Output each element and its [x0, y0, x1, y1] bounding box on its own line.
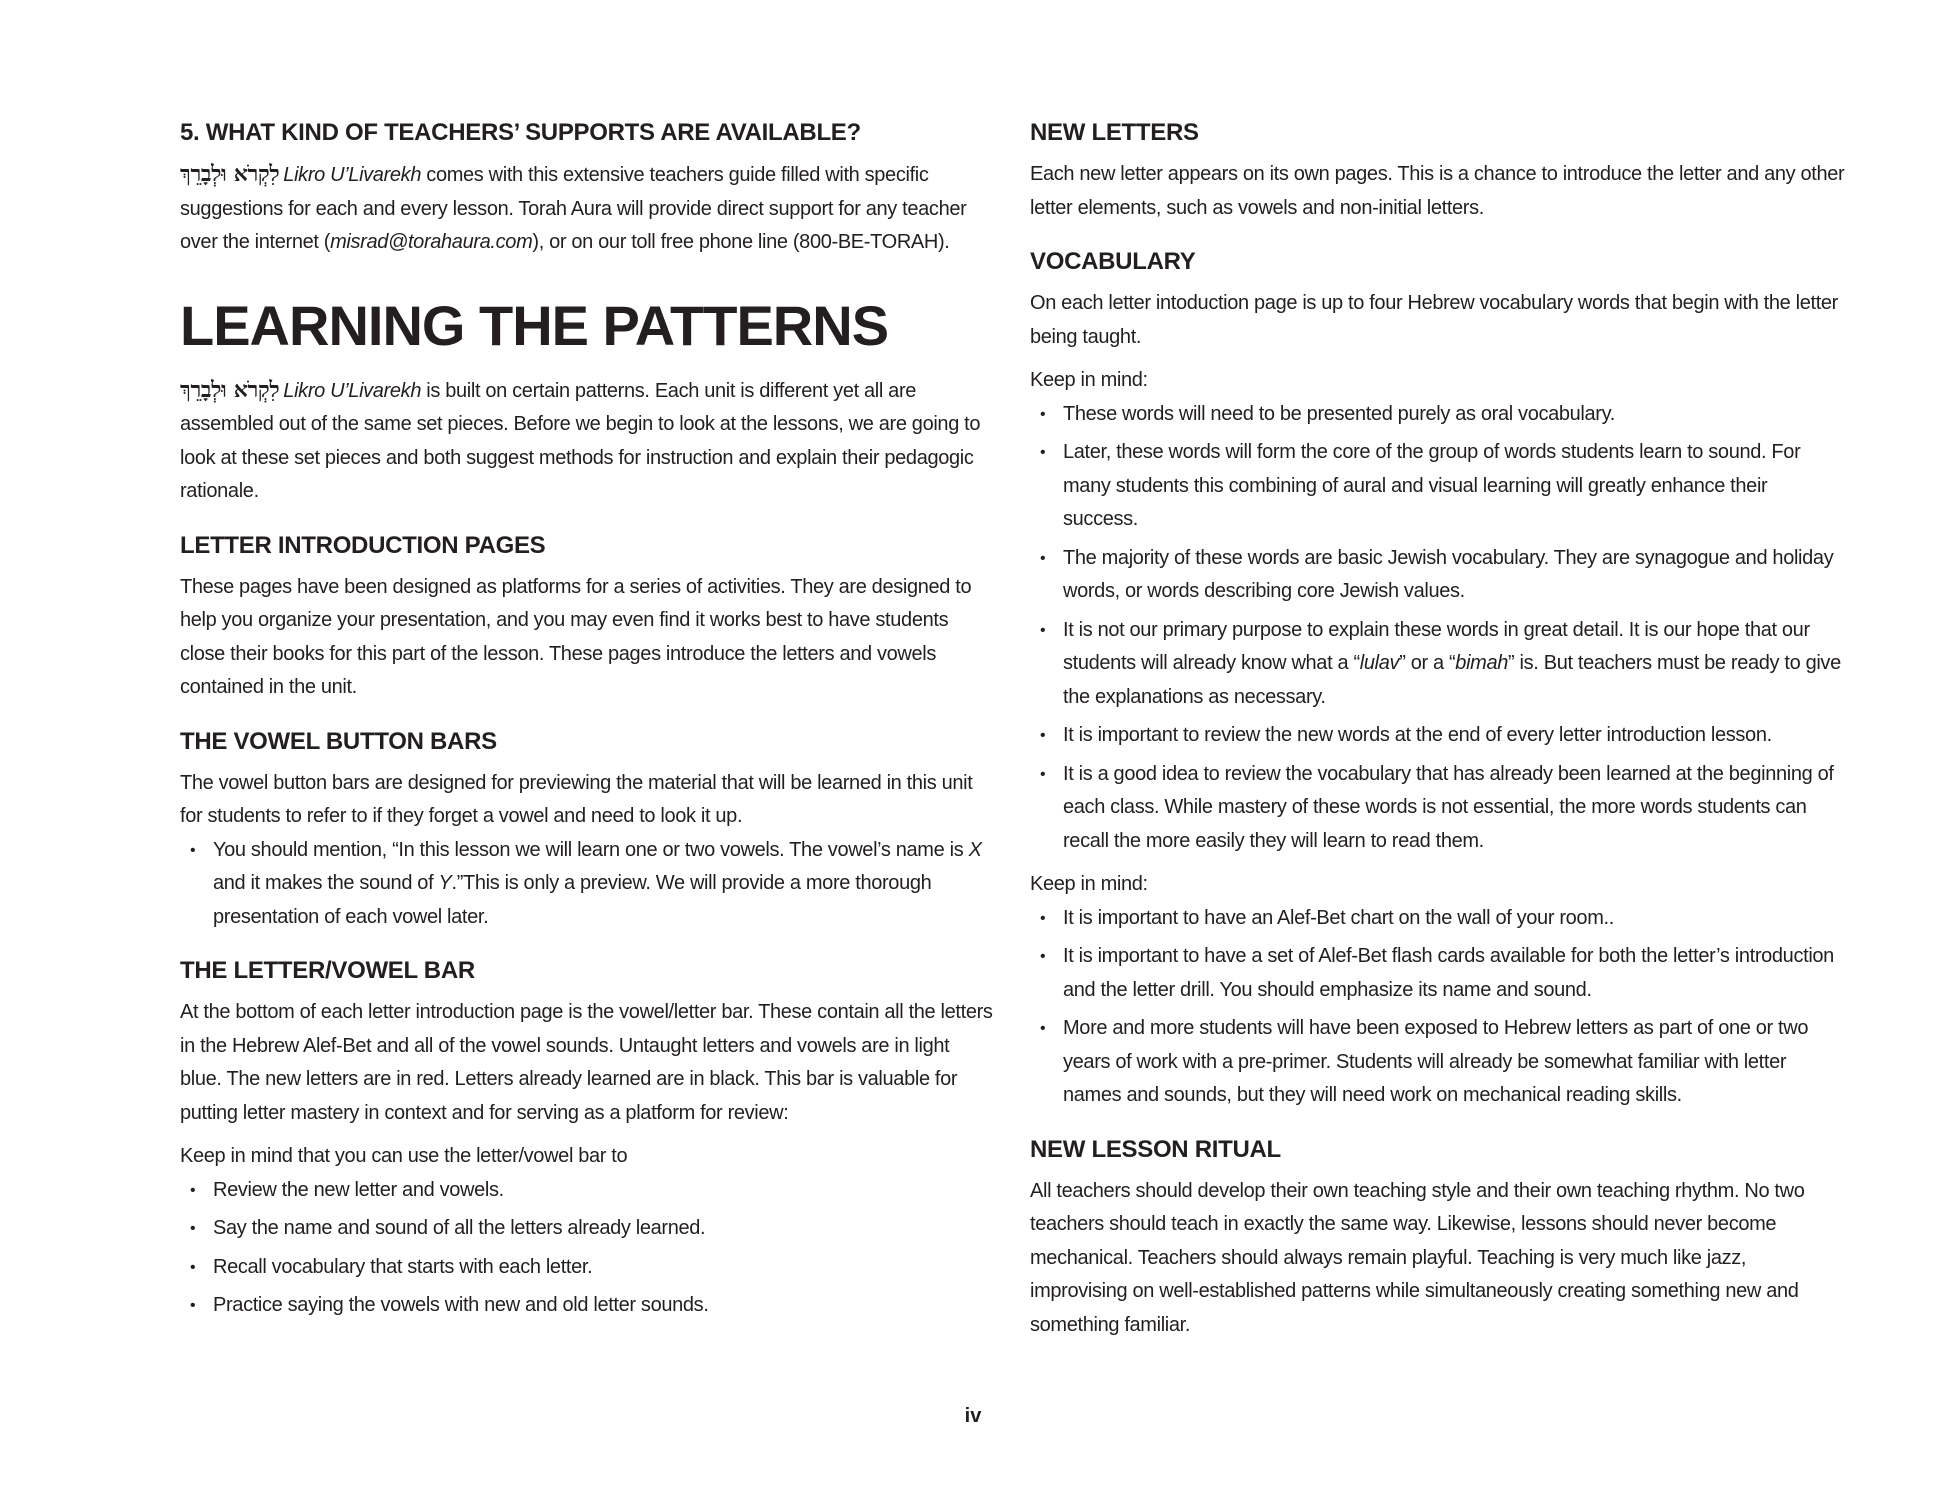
list-item: • You should mention, “In this lesson we will learn one or two vowels. The vowel’s name is X and it makes the sound of Y.”This is only a preview. We will provide a more thorough presentation of each vowel later. [180, 834, 995, 935]
bullet-icon: • [1040, 1020, 1046, 1037]
supports-paragraph [180, 158, 995, 260]
bullet-icon: • [190, 1297, 196, 1314]
list-item: • Recall vocabulary that starts with each letter. [180, 1251, 995, 1285]
letter-intro-heading: LETTER INTRODUCTION PAGES [180, 531, 546, 559]
bullet-icon: • [190, 1220, 196, 1237]
keep-in-mind: Keep in mind that you can use the letter/vowel bar to [180, 1145, 628, 1167]
supports-heading: 5. WHAT KIND OF TEACHERS’ SUPPORTS ARE AVAILABLE? [180, 119, 861, 146]
vowel-bars-paragraph: The vowel button bars are designed for previewing the material that will be learned in this unit for students to refer to if they forget a vowel and need to look it up. [180, 771, 973, 827]
bullet-icon: • [1040, 727, 1046, 744]
list-item: • It is important to have an Alef-Bet chart on the wall of your room.. [1030, 902, 1845, 936]
list-item: • Practice saying the vowels with new and old letter sounds. [180, 1289, 995, 1323]
bullet-icon: • [1040, 549, 1046, 567]
ritual-paragraph: All teachers should develop their own teaching style and their own teaching rhythm. No two teachers should teach in exactly the same way. Likewise, lessons should never become mechanical. Teachers should always remain playful. Teaching is very much like jazz, improvising on well-established patterns while simultaneously creating something new and something familiar. [1030, 1179, 1805, 1336]
vocabulary-paragraph: On each letter intoduction page is up to four Hebrew vocabulary words that begin with the letter being taught. [1030, 292, 1838, 348]
bullet-icon: • [1040, 444, 1046, 461]
title-italic: Likro U’Livarekh [283, 164, 422, 186]
letter-intro-paragraph: These pages have been designed as platforms for a series of activities. They are designed to help you organize your presentation, and you may even find it works best to have students close their books for this part of the lesson. These pages introduce the letters and vowels contained in the unit. [180, 575, 972, 698]
right-column [1030, 118, 1845, 1352]
list-item: • The majority of these words are basic Jewish vocabulary. They are synagogue and holiday words, or words describing core Jewish values. [1030, 542, 1845, 609]
bullet-icon: • [1040, 405, 1046, 423]
list-item: • It is not our primary purpose to explain these words in great detail. It is our hope that our students will already know what a “lulav” or a “bimah” is. But teachers must be ready to give the explanations as necessary. [1030, 614, 1845, 715]
hebrew-title: לִקְרֹא וּלְבָרֵךְ [180, 376, 280, 403]
vocabulary-list [1030, 398, 1845, 859]
list-item: • Review the new letter and vowels. [180, 1174, 995, 1208]
list-item: • These words will need to be presented purely as oral vocabulary. [1030, 398, 1845, 432]
new-letters-paragraph: Each new letter appears on its own pages. This is a chance to introduce the letter and any other letter elements, such as vowels and non-initial letters. [1030, 163, 1845, 219]
list-item: • It is important to review the new words at the end of every letter introduction lesson. [1030, 719, 1845, 753]
title-italic: Likro U’Livarekh [283, 379, 422, 402]
bullet-icon: • [1040, 948, 1046, 965]
list-item: • It is a good idea to review the vocabulary that has already been learned at the beginning of each class. While mastery of these words is not essential, the more words students can recall the more easily they will learn to read them. [1030, 758, 1845, 859]
supports-text-a: comes with this extensive teachers guide filled with specific suggestions for each and every lesson. Torah Aura will provide direct support for any teacher over the internet ( [180, 164, 967, 253]
hebrew-title: לִקְרֹא וּלְבָרֵךְ [180, 161, 280, 187]
letter-vowel-bar-paragraph: At the bottom of each letter introduction page is the vowel/letter bar. These contain all the letters in the Hebrew Alef-Bet and all of the vowel sounds. Untaught letters and vowels are in light blue. The new letters are in red. Letters already learned are in black. This bar is valuable for putting letter mastery in context and for serving as a platform for review: [180, 1001, 993, 1124]
letter-vowel-bar-heading: THE LETTER/VOWEL BAR [180, 957, 475, 984]
bullet-icon: • [190, 841, 196, 859]
supports-text-b: ), or on our toll free phone line (800-BE-TORAH). [532, 231, 950, 253]
vocabulary-list-2 [1030, 902, 1845, 1113]
page-number: iv [964, 1405, 982, 1427]
new-letters-heading: NEW LETTERS [1030, 119, 1199, 146]
letter-vowel-bar-list [180, 1174, 995, 1323]
list-item: • Later, these words will form the core of the group of words students learn to sound. For many students this combining of aural and visual learning will greatly enhance their success. [1030, 436, 1845, 537]
patterns-paragraph [180, 374, 995, 509]
ritual-heading: NEW LESSON RITUAL [1030, 1135, 1281, 1163]
patterns-text: is built on certain patterns. Each unit is different yet all are assembled out of the same set pieces. Before we begin to look at the lessons, we are going to look at these set pieces and both suggest methods for instruction and explain their pedagogic rationale. [180, 379, 981, 502]
bullet-icon: • [1040, 621, 1046, 639]
list-item: • More and more students will have been exposed to Hebrew letters as part of one or two years of work with a pre-primer. Students will already be somewhat familiar with letter names and sounds, but they will need work on mechanical reading skills. [1030, 1012, 1845, 1113]
left-column [180, 118, 995, 1333]
list-item: • It is important to have a set of Alef-Bet flash cards available for both the letter’s introduction and the letter drill. You should emphasize its name and sound. [1030, 940, 1845, 1007]
bullet-icon: • [190, 1258, 196, 1276]
vowel-bars-list [180, 834, 995, 935]
list-item: • Say the name and sound of all the letters already learned. [180, 1212, 995, 1246]
keep-in-mind: Keep in mind: [1030, 873, 1148, 895]
vowel-bars-heading: THE VOWEL BUTTON BARS [180, 727, 497, 755]
email-link[interactable]: misrad@torahaura.com [330, 231, 533, 253]
bullet-icon: • [1040, 909, 1046, 927]
bullet-icon: • [1040, 765, 1046, 783]
keep-in-mind: Keep in mind: [1030, 369, 1148, 391]
section-title: LEARNING THE PATTERNS [180, 293, 889, 357]
vocabulary-heading: VOCABULARY [1030, 248, 1196, 275]
bullet-icon: • [190, 1181, 196, 1199]
